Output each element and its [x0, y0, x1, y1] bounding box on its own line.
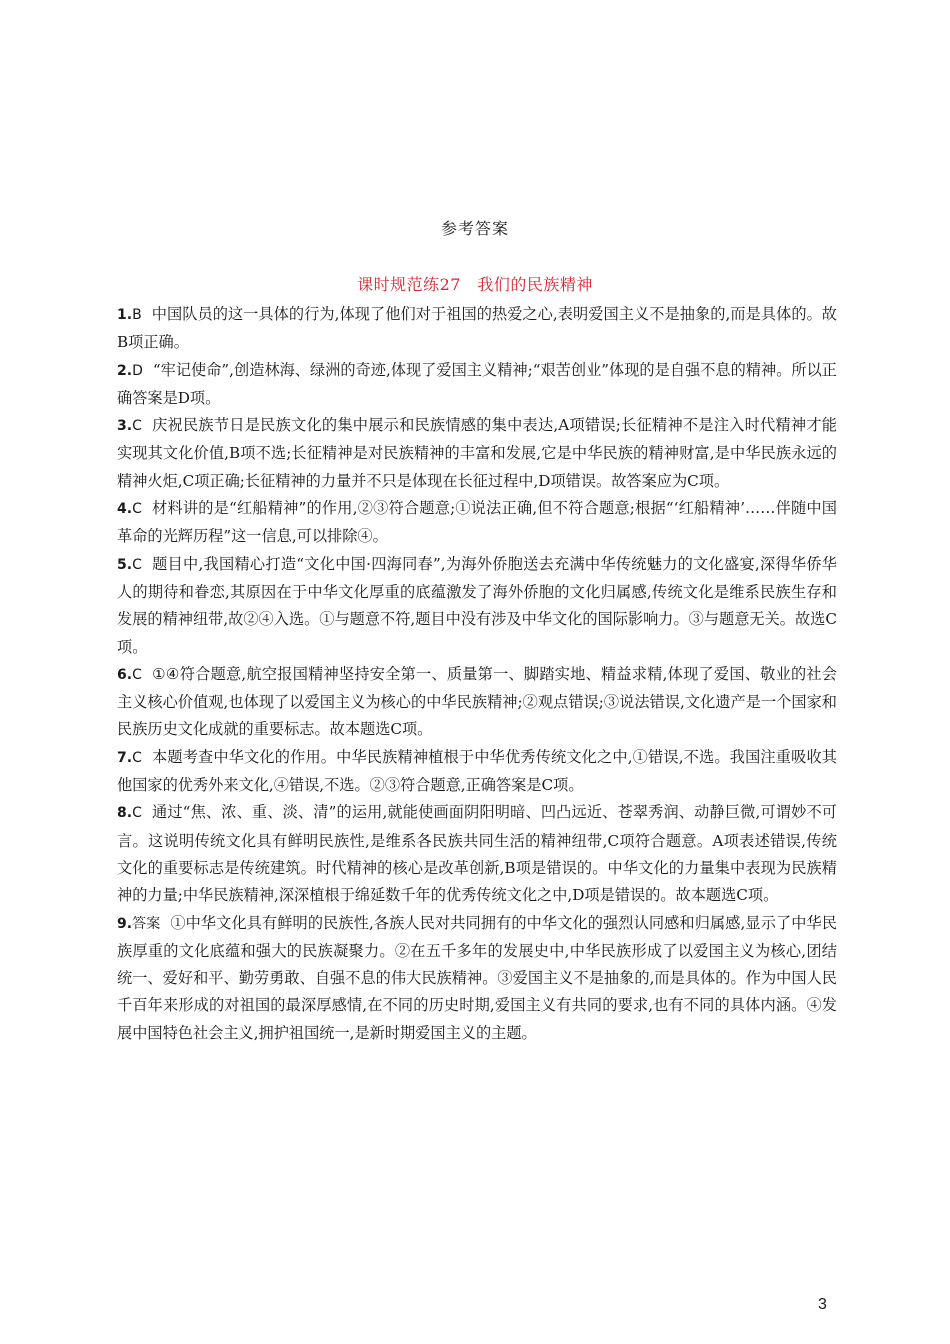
answer-item-3	[117, 412, 837, 495]
answer-number: 2.	[117, 362, 133, 379]
answer-text: 通过“焦、浓、重、淡、清”的运用,就能使画面阴阳明暗、凹凸远近、苍翠秀润、动静巨微,可谓妙不可言。这说明传统文化具有鲜明民族性,是维系各民族共同生活的精神纽带,C项符合题意。A项表述错误,传统文化的重要标志是传统建筑。时代精神的核心是改革创新,B项是错误的。中华文化的力量集中表现为民族精神的力量;中华民族精神,深深植根于绵延数千年的优秀传统文化之中,D项是错误的。故本题选C项。	[117, 803, 837, 905]
answer-number: 9.	[117, 915, 133, 932]
answer-text: 本题考查中华文化的作用。中华民族精神植根于中华优秀传统文化之中,①错误,不选。我国注重吸收其他国家的优秀外来文化,④错误,不选。②③符合题意,正确答案是C项。	[117, 747, 837, 795]
answer-item-4	[117, 495, 837, 551]
section-title: 课时规范练27 我们的民族精神	[357, 275, 593, 294]
answer-item-9	[117, 910, 837, 1047]
answer-option: D	[132, 362, 143, 379]
page-number: 3	[818, 1296, 827, 1313]
answer-option: C	[132, 805, 142, 822]
answer-number: 3.	[117, 418, 133, 435]
answer-number: 5.	[117, 556, 133, 573]
answer-text: ①中华文化具有鲜明的民族性,各族人民对共同拥有的中华文化的强烈认同感和归属感,显示了中华民族厚重的文化底蕴和强大的民族凝聚力。②在五千多年的发展史中,中华民族形成了以爱国主义为核心,团结统一、爱好和平、勤劳勇敢、自强不息的伟大民族精神。③爱国主义不是抽象的,而是具体的。作为中国人民千百年来形成的对祖国的最深厚感情,在不同的历史时期,爱国主义有共同的要求,也有不同的具体内涵。④发展中国特色社会主义,拥护祖国统一,是新时期爱国主义的主题。	[117, 913, 838, 1042]
answer-text: 材料讲的是“红船精神”的作用,②③符合题意;①说法正确,但不符合题意;根据“‘红船精神’……伴随中国革命的光辉历程”这一信息,可以排除④。	[117, 499, 837, 546]
answer-number: 7.	[117, 749, 133, 766]
answer-item-8	[117, 799, 837, 909]
page-title: 参考答案	[440, 219, 509, 238]
answer-number: 1.	[117, 307, 133, 323]
answer-text: ①④符合题意,航空报国精神坚持安全第一、质量第一、脚踏实地、精益求精,体现了爱国、敬业的社会主义核心价值观,也体现了以爱国主义为核心的中华民族精神;②观点错误;③说法错误,文化遗产是一个国家和民族历史文化成就的重要标志。故本题选C项。	[117, 664, 837, 739]
answer-option: C	[132, 556, 142, 573]
answer-option: 答案	[132, 915, 161, 932]
answer-item-7	[117, 744, 837, 800]
answer-list	[117, 301, 837, 1047]
answer-number: 8.	[117, 805, 133, 822]
answer-item-6	[117, 661, 837, 744]
answer-option: C	[132, 666, 142, 683]
answer-option: C	[132, 501, 142, 518]
answer-text: 题目中,我国精心打造“文化中国·四海同春”,为海外侨胞送去充满中华传统魅力的文化盛宴,深得华侨华人的期待和眷恋,其原因在于中华文化厚重的底蕴激发了海外侨胞的文化归属感,传统文化是维系民族生存和发展的精神纽带,故②④入选。①与题意不符,题目中没有涉及中华文化的国际影响力。③与题意无关。故选C项。	[117, 554, 837, 656]
answer-item-1	[117, 301, 837, 357]
answer-text: 中国队员的这一具体的行为,体现了他们对于祖国的热爱之心,表明爱国主义不是抽象的,而是具体的。故B项正确。	[117, 305, 837, 352]
answer-number: 6.	[117, 666, 133, 683]
answer-text: 庆祝民族节日是民族文化的集中展示和民族情感的集中表达,A项错误;长征精神不是注入时代精神才能实现其文化价值,B项不选;长征精神是对民族精神的丰富和发展,它是中华民族的精神财富,是中华民族永远的精神火炬,C项正确;长征精神的力量并不只是体现在长征过程中,D项错误。故答案应为C项。	[117, 416, 837, 490]
answer-option: C	[132, 418, 142, 435]
answer-option: B	[132, 307, 142, 323]
answer-text: “牢记使命”,创造林海、绿洲的奇迹,体现了爱国主义精神;“艰苦创业”体现的是自强不息的精神。所以正确答案是D项。	[117, 360, 837, 407]
answer-item-2	[117, 357, 837, 413]
answer-number: 4.	[117, 501, 133, 518]
answer-option: C	[132, 749, 142, 766]
answer-item-5	[117, 551, 837, 661]
